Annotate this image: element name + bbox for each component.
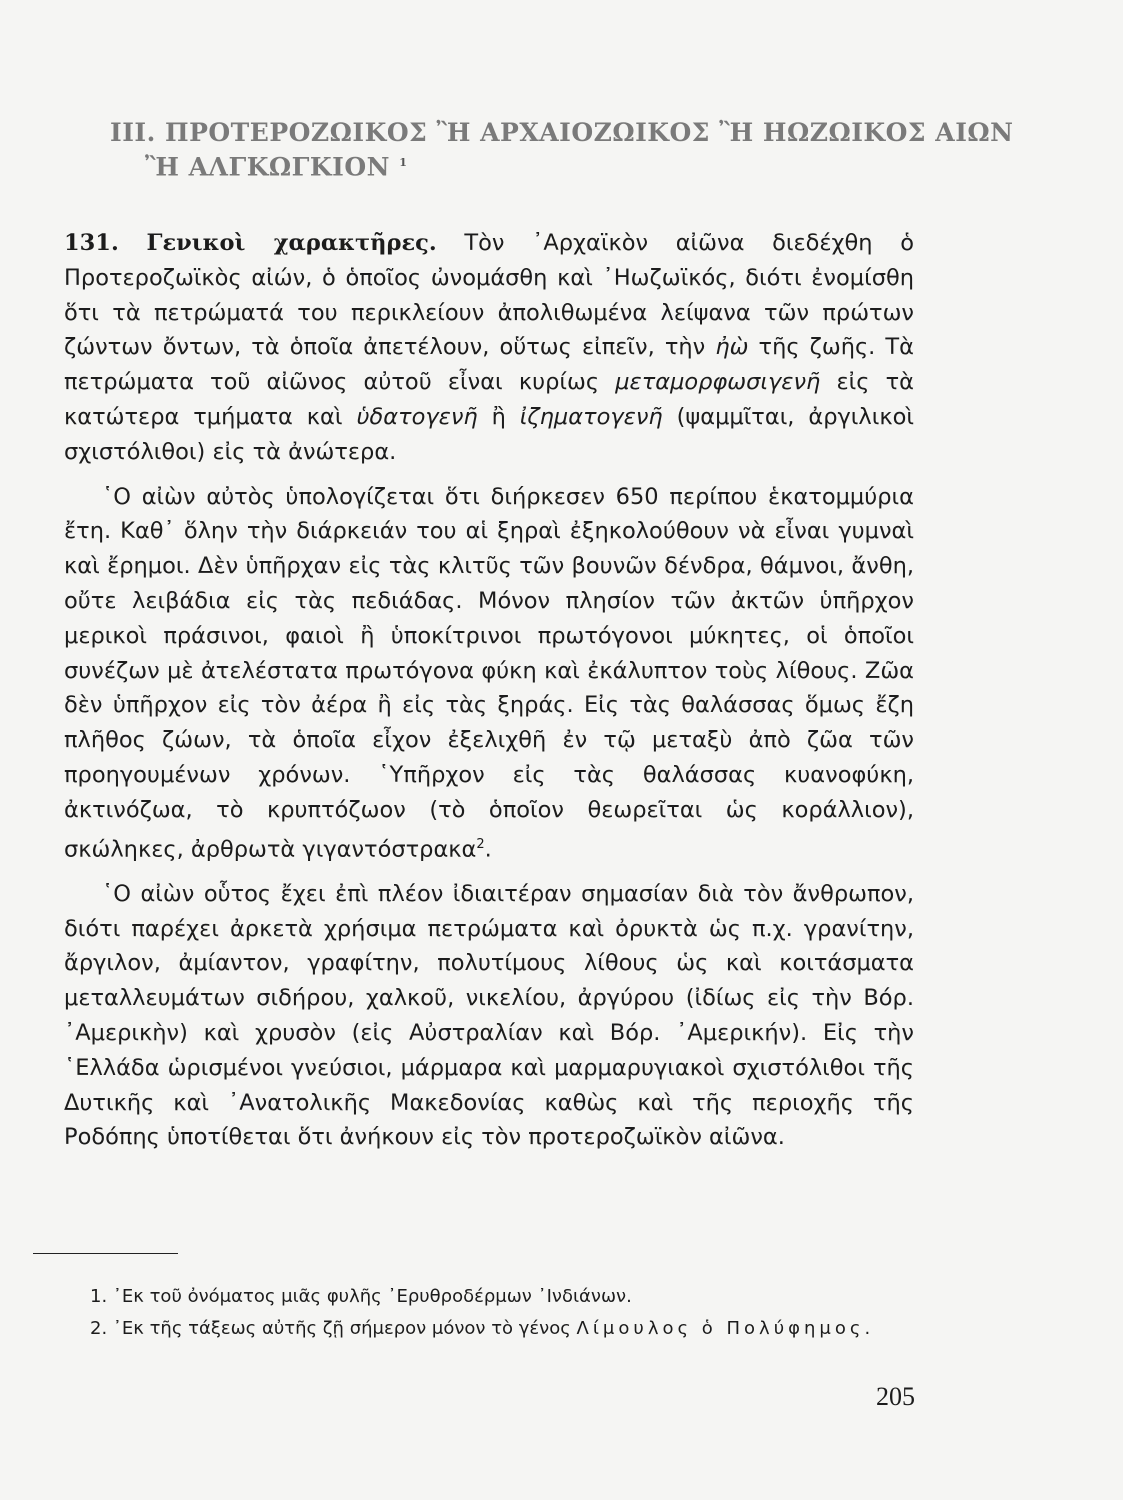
page-number: 205 <box>876 1382 915 1411</box>
footnote-ref-2: 2 <box>476 836 485 852</box>
body-text <box>64 226 914 1155</box>
paragraph-1-italic-2: μεταμορφωσιγενῆ <box>615 369 821 396</box>
paragraph-3: ῾Ο αἰὼν οὗτος ἔχει ἐπὶ πλέον ἰδιαιτέραν σημασίαν διὰ τὸν ἄνθρωπον, διότι παρέχει ἀρκετὰ χρήσιμα πετρώματα καὶ ὀρυκτὰ ὡς π.χ. γρανίτην, ἄργιλον, ἀμίαντον, γραφίτην, πολυτίμους λίθους ὡς καὶ κοιτάσματα μεταλλευμάτων σιδήρου, χαλκοῦ, νικελίου, ἀργύρου (ἰδίως εἰς τὴν Βόρ. ᾿Αμερικὴν) καὶ χρυσὸν (εἰς Αὐστραλίαν καὶ Βόρ. ᾿Αμερικήν). Εἰς τὴν ῾Ελλάδα ὡρισμένοι γνεύσιοι, μάρμαρα καὶ μαρμαρυγιακοὶ σχιστόλιθοι τῆς Δυτικῆς καὶ ᾿Ανατολικῆς Μακεδονίας καθὼς καὶ τῆς περιοχῆς τῆς Ροδόπης ὑποτίθεται ὅτι ἀνήκουν εἰς τὸν προτεροζωϊκὸν αἰῶνα. <box>64 880 914 1151</box>
footnote-ref-1: 1 <box>399 156 408 169</box>
paragraph-1-italic-4: ἰζηματογενῆ <box>519 403 663 430</box>
footnote-2-text: 2. ᾿Εκ τῆς τάξεως αὐτῆς ζῇ σήμερον μόνον τὸ γένος <box>90 1318 577 1339</box>
paragraph-2-end: . <box>484 836 492 863</box>
chapter-title-line-1: III. ΠΡΟΤΕΡΟΖΩΙΚΟΣ Ἢ ΑΡΧΑΙΟΖΩΙΚΟΣ Ἢ ΗΩΖΩΙΚΟΣ ΑΙΩΝ <box>110 118 1014 147</box>
paragraph-1 <box>64 226 914 470</box>
footnote-separator <box>33 1253 178 1254</box>
footnote-1: 1. ᾿Εκ τοῦ ὀνόματος μιᾶς φυλῆς ᾿Ερυθροδέρμων ᾿Ινδιάνων. <box>90 1286 632 1307</box>
paragraph-1-text-c: τῆς ζωῆς. Τὰ πετρώματα τοῦ αἰῶνος αὐτοῦ εἶναι κυρίως <box>64 334 914 396</box>
footnote-2-genus: Λίμουλος ὁ Πολύφημος <box>576 1318 865 1339</box>
paragraph-1-text-a: Τὸν ᾿Αρχαϊκὸν αἰῶνα διεδέχθη ὁ Προτεροζωϊκὸς αἰών, ὁ ὁποῖος ὠνομάσθη καὶ ᾿Ηωζωϊκός, διότι ἐνομίσθη ὅτι τὰ πετρώματά του περικλείουν ἀπολιθωμένα λείψανα τῶν πρώτων ζώντων ὄντων, τὰ ὁποῖα ἀπετέλουν, οὕτως εἰπεῖν, τὴν <box>64 230 914 361</box>
footnote-2-end: . <box>864 1318 871 1339</box>
footnote-2 <box>64 1313 924 1345</box>
chapter-title <box>110 118 1040 182</box>
paragraph-1-text-i: (ψαμμῖται, ἀργιλικοὶ σχιστόλιθοι) εἰς τὰ ἀνώτερα. <box>64 403 914 465</box>
paragraph-2-text: ῾Ο αἰὼν αὐτὸς ὑπολογίζεται ὅτι διήρκεσεν 650 περίπου ἑκατομμύρια ἔτη. Καθ᾿ ὅλην τὴν διάρκειάν του αἱ ξηραὶ ἐξηκολούθουν νὰ εἶναι γυμναὶ καὶ ἔρημοι. Δὲν ὑπῆρχαν εἰς τὰς κλιτῦς τῶν βουνῶν δένδρα, θάμνοι, ἄνθη, οὔτε λειβάδια εἰς τὰς πεδιάδας. Μόνον πλησίον τῶν ἀκτῶν ὑπῆρχον μερικοὶ πράσινοι, φαιοὶ ἢ ὑποκίτρινοι πρωτόγονοι μύκητες, οἱ ὁποῖοι συνέζων μὲ ἀτελέστατα πρωτόγονα φύκη καὶ ἐκάλυπτον τοὺς λίθους. Ζῶα δὲν ὑπῆρχον εἰς τὸν ἀέρα ἢ εἰς τὰς ξηράς. Εἰς τὰς θαλάσσας ὅμως ἔζη πλῆθος ζώων, τὰ ὁποῖα εἶχον ἐξελιχθῆ ἐν τῷ μεταξὺ ἀπὸ ζῶα τῶν προηγουμένων χρόνων. ῾Υπῆρχον εἰς τὰς θαλάσσας κυανοφύκη, ἀκτινόζωα, τὸ κρυπτόζωον (τὸ ὁποῖον θεωρεῖται ὡς κοράλλιον), σκώληκες, ἀρθρωτὰ γιγαντόστρακα <box>64 483 914 863</box>
paragraph-1-italic-3: ὑδατογενῆ <box>356 403 478 430</box>
chapter-title-line-2-text: Ἢ ΑΛΓΚΩΓΚΙΟΝ <box>145 152 390 182</box>
paragraph-1-italic-1: ἠὼ <box>715 334 749 361</box>
chapter-title-line-2 <box>110 148 1040 182</box>
footnotes <box>64 1281 924 1345</box>
paragraph-1-text-g: ἢ <box>477 403 520 430</box>
paragraph-1-text-e: εἰς τὰ κατώτερα τμήματα καὶ <box>64 369 914 430</box>
paragraph-2 <box>64 480 914 867</box>
section-title: Γενικοὶ χαρακτῆρες. <box>146 230 437 256</box>
section-number: 131. <box>64 230 119 256</box>
